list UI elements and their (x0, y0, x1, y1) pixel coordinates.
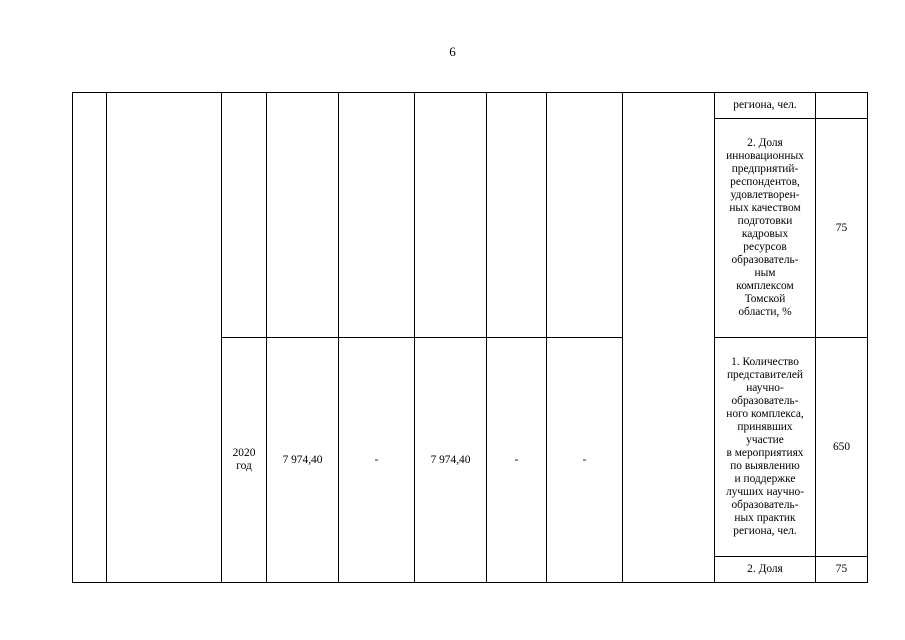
table-row (73, 93, 868, 119)
regional-cell: 7 974,40 (415, 338, 487, 583)
federal-cell-prev (339, 93, 415, 338)
indicator-cell: 2. Доля (715, 557, 816, 583)
indicator-value-cell: 75 (816, 557, 868, 583)
other-cell: - (547, 338, 623, 583)
indicator-value-cell: 650 (816, 338, 868, 557)
task-name-cell (107, 93, 222, 583)
executor-cell (623, 93, 715, 583)
page-number: 6 (449, 44, 456, 59)
number-cell (73, 93, 107, 583)
indicator-cell: 1. Количество представителей научно- образователь- ного комплекса, принявших участие в мероприятиях по выявлению и поддержке лучших научно- образователь- ных практик региона, чел. (715, 338, 816, 557)
federal-cell: - (339, 338, 415, 583)
budget-indicators-table (72, 92, 868, 583)
local-cell-prev (487, 93, 547, 338)
regional-cell-prev (415, 93, 487, 338)
year-cell-prev (222, 93, 267, 338)
indicator-value-cell (816, 93, 868, 119)
year-cell: 2020 год (222, 338, 267, 583)
total-cell-prev (267, 93, 339, 338)
local-cell: - (487, 338, 547, 583)
indicator-cell: 2. Доля инновационных предприятий- респондентов, удовлетворен- ных качеством подготовки кадровых ресурсов образователь- ным комплексом Томской области, % (715, 119, 816, 338)
total-cell: 7 974,40 (267, 338, 339, 583)
other-cell-prev (547, 93, 623, 338)
indicator-cell: региона, чел. (715, 93, 816, 119)
indicator-value-cell: 75 (816, 119, 868, 338)
